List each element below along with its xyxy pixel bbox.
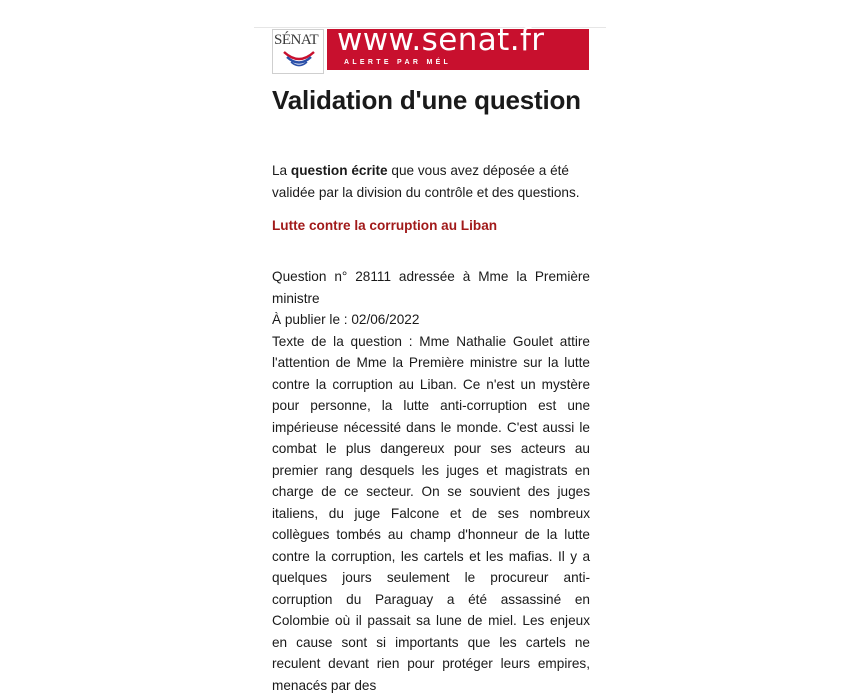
- site-subtitle: ALERTE PAR MÉL: [344, 59, 451, 66]
- senat-logo-text: SÉNAT: [274, 32, 318, 49]
- question-text: Texte de la question : Mme Nathalie Goulet attire l'attention de Mme la Première ministre sur la lutte contre la corruption au Liban. Ce n'est un mystère pour personne, la lutte anti-corruption est une impérieuse nécessité dans le monde. C'est aussi le combat le plus dangereux pour ses acteurs au premier rang desquels les juges et magistrats en charge de ce secteur. On se souvient des juges italiens, du juge Falcone et de ses nombreux collègues tombés au champ d'honneur de la lutte contre la corruption, les cartels et les mafias. Il y a quelques jours seulement le procureur anti-corruption du Paraguay a été assassiné en Colombie où il passait sa lune de miel. Les enjeux en cause sont si importants que les cartels ne reculent devant rien pour protéger leurs empires, menacés par des: [272, 331, 590, 696]
- question-subject: Lutte contre la corruption au Liban: [272, 218, 592, 233]
- site-name: www.senat.fr: [337, 22, 544, 58]
- intro-prefix: La: [272, 163, 291, 178]
- publish-date-line: À publier le : 02/06/2022: [272, 309, 590, 331]
- senat-emblem-icon: [282, 49, 316, 69]
- question-number-line: Question n° 28111 adressée à Mme la Première ministre: [272, 266, 590, 309]
- question-details: [272, 266, 590, 696]
- senat-logo: [272, 29, 324, 74]
- intro-suffix: que vous avez déposée a été validée par la division du contrôle et des questions.: [272, 163, 580, 200]
- senat-banner[interactable]: [270, 28, 590, 73]
- email-message: [270, 28, 592, 696]
- page-title: Validation d'une question: [272, 85, 592, 116]
- senat-red-band: [327, 29, 589, 70]
- intro-bold-text: question écrite: [291, 163, 388, 178]
- intro-paragraph: [272, 160, 592, 204]
